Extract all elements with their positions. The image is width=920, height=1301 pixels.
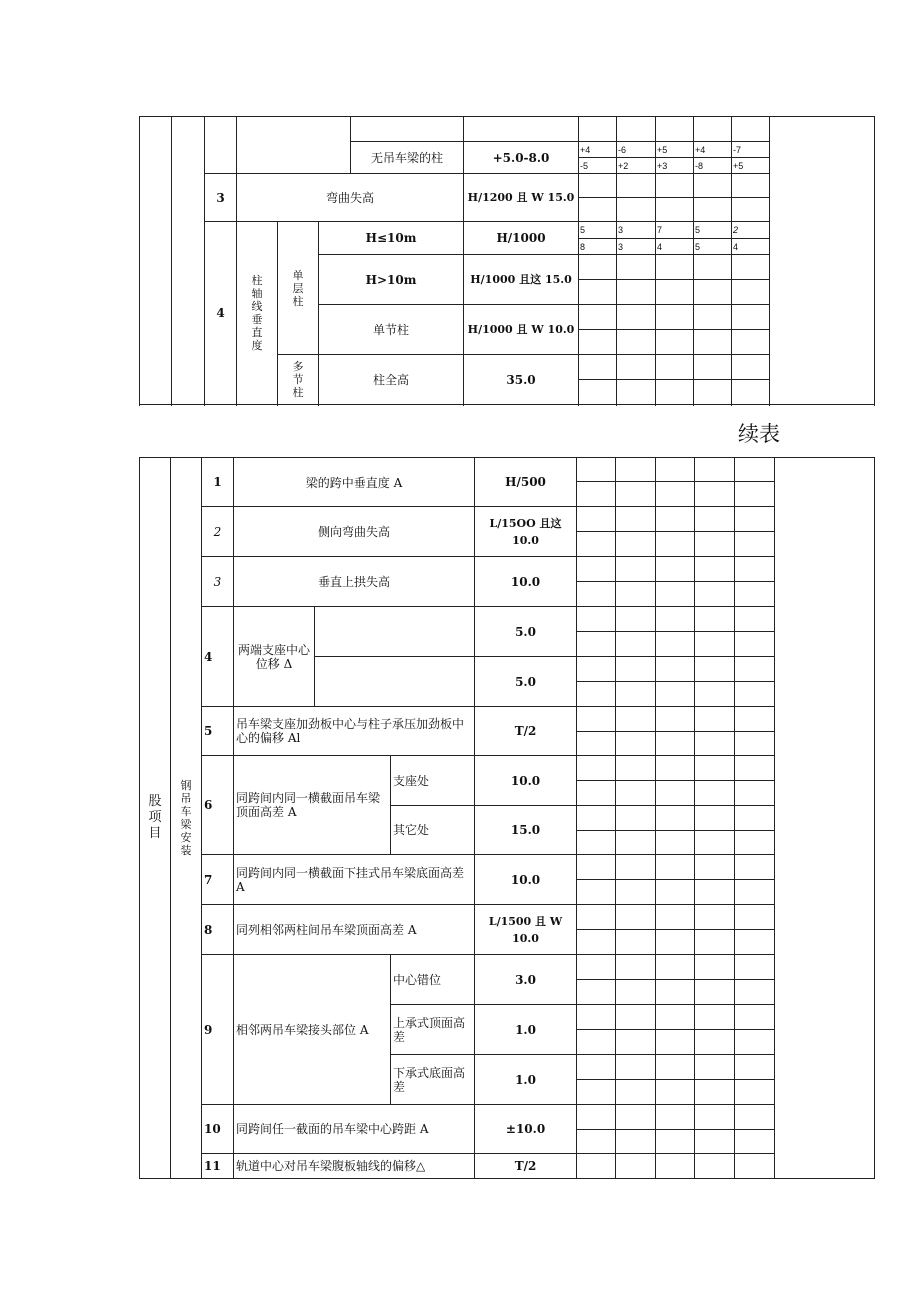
standard-value: H/1200 且 W 15.0 bbox=[464, 174, 579, 222]
standard-value: 1.0 bbox=[475, 1055, 577, 1105]
measured-blank-cell bbox=[695, 930, 735, 955]
measured-blank-cell bbox=[616, 707, 656, 732]
measured-blank-cell bbox=[656, 980, 695, 1005]
subgroup-label: 钢吊车梁安装 bbox=[180, 779, 192, 857]
cell-blank bbox=[579, 117, 617, 142]
measured-blank-cell bbox=[577, 607, 616, 632]
standard-value: 15.0 bbox=[475, 806, 577, 855]
inspection-table-bottom bbox=[139, 457, 875, 1179]
measured-value: 8 bbox=[579, 239, 617, 255]
cell-blank bbox=[464, 117, 579, 142]
measured-blank-cell bbox=[616, 657, 656, 682]
item-label: 同跨间内同一横截面吊车梁顶面高差 A bbox=[234, 756, 391, 855]
measured-blank-cell bbox=[656, 756, 695, 781]
item-number: 4 bbox=[205, 222, 237, 405]
measured-blank-cell bbox=[695, 1030, 735, 1055]
standard-value: 3.0 bbox=[475, 955, 577, 1005]
standard-value: 1.0 bbox=[475, 1005, 577, 1055]
measured-value: 4 bbox=[732, 239, 770, 255]
subgroup-label-vertical bbox=[171, 458, 202, 1179]
measured-blank-cell bbox=[577, 980, 616, 1005]
measured-blank-cell bbox=[735, 482, 775, 507]
measured-blank-cell bbox=[695, 855, 735, 880]
measured-blank-cell bbox=[656, 1055, 695, 1080]
measured-blank-cell bbox=[735, 1005, 775, 1030]
measured-blank-cell bbox=[577, 557, 616, 582]
measured-blank-cell bbox=[616, 1154, 656, 1179]
measured-blank-cell bbox=[695, 880, 735, 905]
item-number: 11 bbox=[202, 1154, 234, 1179]
measured-blank-cell bbox=[616, 557, 656, 582]
measured-blank-cell bbox=[695, 482, 735, 507]
measured-blank-cell bbox=[616, 582, 656, 607]
measured-blank-cell bbox=[735, 855, 775, 880]
item-label: 相邻两吊车梁接头部位 A bbox=[234, 955, 391, 1105]
measured-blank-cell bbox=[735, 557, 775, 582]
standard-value: 10.0 bbox=[475, 756, 577, 806]
measured-blank-cell bbox=[695, 1055, 735, 1080]
measured-blank-cell bbox=[656, 507, 695, 532]
standard-value: T/2 bbox=[475, 707, 577, 756]
item-label: 同跨间任一截面的吊车梁中心跨距 A bbox=[234, 1105, 475, 1154]
standard-value: L/1500 且 W 10.0 bbox=[475, 905, 577, 955]
measured-blank-cell bbox=[695, 1154, 735, 1179]
standard-value: ±10.0 bbox=[475, 1105, 577, 1154]
measured-blank-cell bbox=[735, 1154, 775, 1179]
measured-blank-cell bbox=[735, 732, 775, 756]
cell-blank bbox=[205, 117, 237, 174]
measured-blank-cell bbox=[656, 1130, 695, 1154]
item-number: 5 bbox=[202, 707, 234, 756]
group-label: 柱轴线垂直度 bbox=[251, 274, 263, 352]
continued-label: 续表 bbox=[738, 422, 780, 446]
measured-blank-cell bbox=[735, 632, 775, 657]
measured-blank-cell bbox=[735, 980, 775, 1005]
measured-value: +5 bbox=[732, 158, 770, 174]
measured-blank-cell bbox=[735, 707, 775, 732]
measured-blank-cell bbox=[616, 905, 656, 930]
measured-blank-cell bbox=[616, 1005, 656, 1030]
measured-value: 5 bbox=[579, 222, 617, 239]
measured-blank-cell bbox=[616, 607, 656, 632]
measured-blank-cell bbox=[656, 607, 695, 632]
measured-blank-cell bbox=[577, 930, 616, 955]
measured-blank-cell bbox=[695, 632, 735, 657]
measured-blank-cell bbox=[616, 930, 656, 955]
measured-value: +2 bbox=[617, 158, 656, 174]
measured-blank-cell bbox=[577, 1130, 616, 1154]
measured-blank-cell bbox=[735, 756, 775, 781]
measured-blank-cell bbox=[656, 632, 695, 657]
measured-blank-cell bbox=[616, 507, 656, 532]
measured-blank-cell bbox=[656, 831, 695, 855]
measured-blank-cell bbox=[616, 1130, 656, 1154]
item-label: 两端支座中心位移 Δ bbox=[234, 607, 315, 707]
measured-blank-cell bbox=[656, 806, 695, 831]
cell-blank bbox=[237, 117, 351, 174]
measured-blank-cell bbox=[577, 707, 616, 732]
standard-value: L/15OO 且这 10.0 bbox=[475, 507, 577, 557]
item-number: 3 bbox=[202, 557, 234, 607]
measured-blank-cell bbox=[577, 1154, 616, 1179]
measured-blank-cell bbox=[616, 732, 656, 756]
measured-blank-cell bbox=[656, 955, 695, 980]
measured-blank-cell bbox=[577, 1030, 616, 1055]
measured-blank-cell bbox=[695, 707, 735, 732]
measured-blank-cell bbox=[577, 1055, 616, 1080]
measured-blank-cell bbox=[616, 806, 656, 831]
measured-blank-cell bbox=[577, 905, 616, 930]
measured-blank-cell bbox=[735, 507, 775, 532]
sub-item-label: 支座处 bbox=[391, 756, 475, 806]
standard-value: H/1000 bbox=[464, 222, 579, 255]
item-number: 8 bbox=[202, 905, 234, 955]
measured-blank-cell bbox=[656, 781, 695, 806]
item-label: 侧向弯曲失高 bbox=[234, 507, 475, 557]
measured-value: +4 bbox=[579, 142, 617, 158]
measured-blank-cell bbox=[616, 682, 656, 707]
measured-blank-cell bbox=[616, 632, 656, 657]
measured-blank-cell bbox=[577, 756, 616, 781]
measured-blank-cell bbox=[735, 1105, 775, 1130]
measured-blank-cell bbox=[577, 806, 616, 831]
measured-blank-cell bbox=[695, 532, 735, 557]
measured-blank-cell bbox=[735, 1130, 775, 1154]
measured-value: +3 bbox=[656, 158, 694, 174]
item-label: H≤10m bbox=[319, 222, 464, 255]
measured-blank-cell bbox=[735, 905, 775, 930]
measured-blank-cell bbox=[616, 855, 656, 880]
measured-blank-cell bbox=[656, 707, 695, 732]
measured-blank-cell bbox=[616, 756, 656, 781]
measured-blank-cell bbox=[735, 607, 775, 632]
measured-value: +4 bbox=[694, 142, 732, 158]
measured-blank-cell bbox=[616, 980, 656, 1005]
measured-blank-cell bbox=[695, 1105, 735, 1130]
category-label-vertical bbox=[140, 458, 171, 1179]
measured-blank-cell bbox=[616, 1080, 656, 1105]
measured-blank-cell bbox=[656, 1030, 695, 1055]
item-label: 无吊车梁的柱 bbox=[351, 142, 464, 174]
measured-blank-cell bbox=[695, 507, 735, 532]
measured-blank-cell bbox=[616, 1105, 656, 1130]
measured-blank-cell bbox=[695, 682, 735, 707]
item-number: 7 bbox=[202, 855, 234, 905]
cell-blank bbox=[140, 117, 172, 405]
measured-blank-cell bbox=[735, 781, 775, 806]
measured-value: 2 bbox=[732, 222, 770, 239]
measured-blank-cell bbox=[577, 1105, 616, 1130]
subgroup-label-vertical bbox=[278, 355, 319, 405]
standard-value: H/1000 且 W 10.0 bbox=[464, 305, 579, 355]
measured-blank-cell bbox=[735, 880, 775, 905]
measured-blank-cell bbox=[577, 880, 616, 905]
measured-blank-cell bbox=[577, 781, 616, 806]
sub-item-label: 上承式顶面高差 bbox=[391, 1005, 475, 1055]
measured-blank-cell bbox=[735, 532, 775, 557]
subgroup-label: 多节柱 bbox=[292, 360, 304, 399]
measured-blank-cell bbox=[695, 955, 735, 980]
measured-blank-cell bbox=[616, 532, 656, 557]
measured-blank-cell bbox=[616, 482, 656, 507]
measured-value: -6 bbox=[617, 142, 656, 158]
item-number: 6 bbox=[202, 756, 234, 855]
measured-value: 5 bbox=[694, 239, 732, 255]
measured-blank-cell bbox=[695, 1005, 735, 1030]
measured-blank-cell bbox=[695, 831, 735, 855]
measured-blank-cell bbox=[656, 482, 695, 507]
measured-blank-cell bbox=[735, 806, 775, 831]
measured-blank-cell bbox=[577, 855, 616, 880]
item-label: 垂直上拱失高 bbox=[234, 557, 475, 607]
sub-item-label: 其它处 bbox=[391, 806, 475, 855]
measured-blank-cell bbox=[616, 1030, 656, 1055]
measured-blank-cell bbox=[616, 781, 656, 806]
measured-value: 5 bbox=[694, 222, 732, 239]
measured-blank-cell bbox=[616, 831, 656, 855]
measured-blank-cell bbox=[735, 1030, 775, 1055]
measured-blank-cell bbox=[577, 632, 616, 657]
measured-blank-cell bbox=[735, 930, 775, 955]
cell-blank bbox=[656, 117, 694, 142]
measured-blank-cell bbox=[616, 880, 656, 905]
measured-value: -5 bbox=[579, 158, 617, 174]
item-number: 10 bbox=[202, 1105, 234, 1154]
measured-blank-cell bbox=[695, 732, 735, 756]
cell-blank bbox=[172, 117, 205, 405]
measured-blank-cell bbox=[656, 1154, 695, 1179]
item-number: 1 bbox=[202, 458, 234, 507]
measured-blank-cell bbox=[656, 682, 695, 707]
measured-blank-cell bbox=[695, 1080, 735, 1105]
measured-blank-cell bbox=[656, 880, 695, 905]
measured-blank-cell bbox=[735, 1080, 775, 1105]
measured-blank-cell bbox=[656, 657, 695, 682]
measured-blank-cell bbox=[735, 831, 775, 855]
measured-blank-cell bbox=[735, 1055, 775, 1080]
sub-item-label: 中心错位 bbox=[391, 955, 475, 1005]
measured-blank-cell bbox=[577, 955, 616, 980]
measured-blank-cell bbox=[577, 1005, 616, 1030]
item-label: 柱全高 bbox=[319, 355, 464, 405]
measured-blank-cell bbox=[577, 831, 616, 855]
measured-blank-cell bbox=[656, 1080, 695, 1105]
measured-blank-cell bbox=[577, 582, 616, 607]
item-label: H>10m bbox=[319, 255, 464, 305]
group-label-vertical bbox=[237, 222, 278, 405]
measured-value: -8 bbox=[694, 158, 732, 174]
standard-value: 5.0 bbox=[475, 657, 577, 707]
item-number: 4 bbox=[202, 607, 234, 707]
measured-blank-cell bbox=[616, 1055, 656, 1080]
cell-blank bbox=[694, 117, 732, 142]
item-label: 梁的跨中垂直度 A bbox=[234, 458, 475, 507]
standard-value: 5.0 bbox=[475, 607, 577, 657]
standard-value: H/1000 且这 15.0 bbox=[464, 255, 579, 305]
item-label: 同跨间内同一横截面下挂式吊车梁底面高差 A bbox=[234, 855, 475, 905]
measured-value: 4 bbox=[656, 239, 694, 255]
measured-blank-cell bbox=[695, 806, 735, 831]
measured-blank-cell bbox=[656, 930, 695, 955]
item-number: 2 bbox=[202, 507, 234, 557]
measured-blank-cell bbox=[577, 657, 616, 682]
measured-blank-cell bbox=[735, 682, 775, 707]
measured-blank-cell bbox=[656, 1005, 695, 1030]
measured-blank-cell bbox=[695, 781, 735, 806]
measured-blank-cell bbox=[656, 732, 695, 756]
cell-blank bbox=[351, 117, 464, 142]
measured-blank-cell bbox=[695, 607, 735, 632]
measured-value: 7 bbox=[656, 222, 694, 239]
remarks-cell bbox=[775, 458, 875, 1179]
measured-value: -7 bbox=[732, 142, 770, 158]
measured-blank-cell bbox=[735, 657, 775, 682]
subgroup-label: 单层柱 bbox=[292, 268, 304, 308]
standard-value: 10.0 bbox=[475, 855, 577, 905]
measured-blank-cell bbox=[656, 1105, 695, 1130]
remarks-cell bbox=[770, 117, 875, 405]
subgroup-label-vertical bbox=[278, 222, 319, 355]
measured-blank-cell bbox=[735, 582, 775, 607]
measured-blank-cell bbox=[695, 657, 735, 682]
measured-value: 3 bbox=[617, 222, 656, 239]
measured-blank-cell bbox=[577, 482, 616, 507]
item-label: 单节柱 bbox=[319, 305, 464, 355]
measured-blank-cell bbox=[695, 756, 735, 781]
sub-item-label: 下承式底面高差 bbox=[391, 1055, 475, 1105]
measured-blank-cell bbox=[616, 955, 656, 980]
measured-value: +5 bbox=[656, 142, 694, 158]
item-number: 9 bbox=[202, 955, 234, 1105]
standard-value: H/500 bbox=[475, 458, 577, 507]
measured-blank-cell bbox=[577, 507, 616, 532]
measured-blank-cell bbox=[656, 557, 695, 582]
measured-blank-cell bbox=[695, 905, 735, 930]
measured-blank-cell bbox=[656, 855, 695, 880]
standard-value: +5.0-8.0 bbox=[464, 142, 579, 174]
measured-blank-cell bbox=[695, 980, 735, 1005]
measured-blank-cell bbox=[695, 1130, 735, 1154]
measured-blank-cell bbox=[656, 905, 695, 930]
item-label: 轨道中心对吊车梁腹板轴线的偏移△ bbox=[234, 1154, 475, 1179]
measured-blank-cell bbox=[577, 732, 616, 756]
measured-value: 3 bbox=[617, 239, 656, 255]
standard-value: T/2 bbox=[475, 1154, 577, 1179]
item-number: 3 bbox=[205, 174, 237, 222]
category-label: 股项目 bbox=[148, 794, 162, 841]
item-label: 同列相邻两柱间吊车梁顶面高差 A bbox=[234, 905, 475, 955]
inspection-table-top bbox=[139, 116, 875, 405]
standard-value: 10.0 bbox=[475, 557, 577, 607]
measured-blank-cell bbox=[695, 557, 735, 582]
cell-blank bbox=[617, 117, 656, 142]
measured-blank-cell bbox=[656, 582, 695, 607]
measured-blank-cell bbox=[735, 955, 775, 980]
item-label: 吊车梁支座加劲板中心与柱子承压加劲板中心的偏移 Al bbox=[234, 707, 475, 756]
cell-blank bbox=[732, 117, 770, 142]
standard-value: 35.0 bbox=[464, 355, 579, 405]
measured-blank-cell bbox=[577, 532, 616, 557]
item-label: 弯曲失高 bbox=[237, 174, 464, 222]
measured-blank-cell bbox=[577, 682, 616, 707]
measured-blank-cell bbox=[577, 1080, 616, 1105]
measured-blank-cell bbox=[695, 582, 735, 607]
measured-blank-cell bbox=[656, 532, 695, 557]
